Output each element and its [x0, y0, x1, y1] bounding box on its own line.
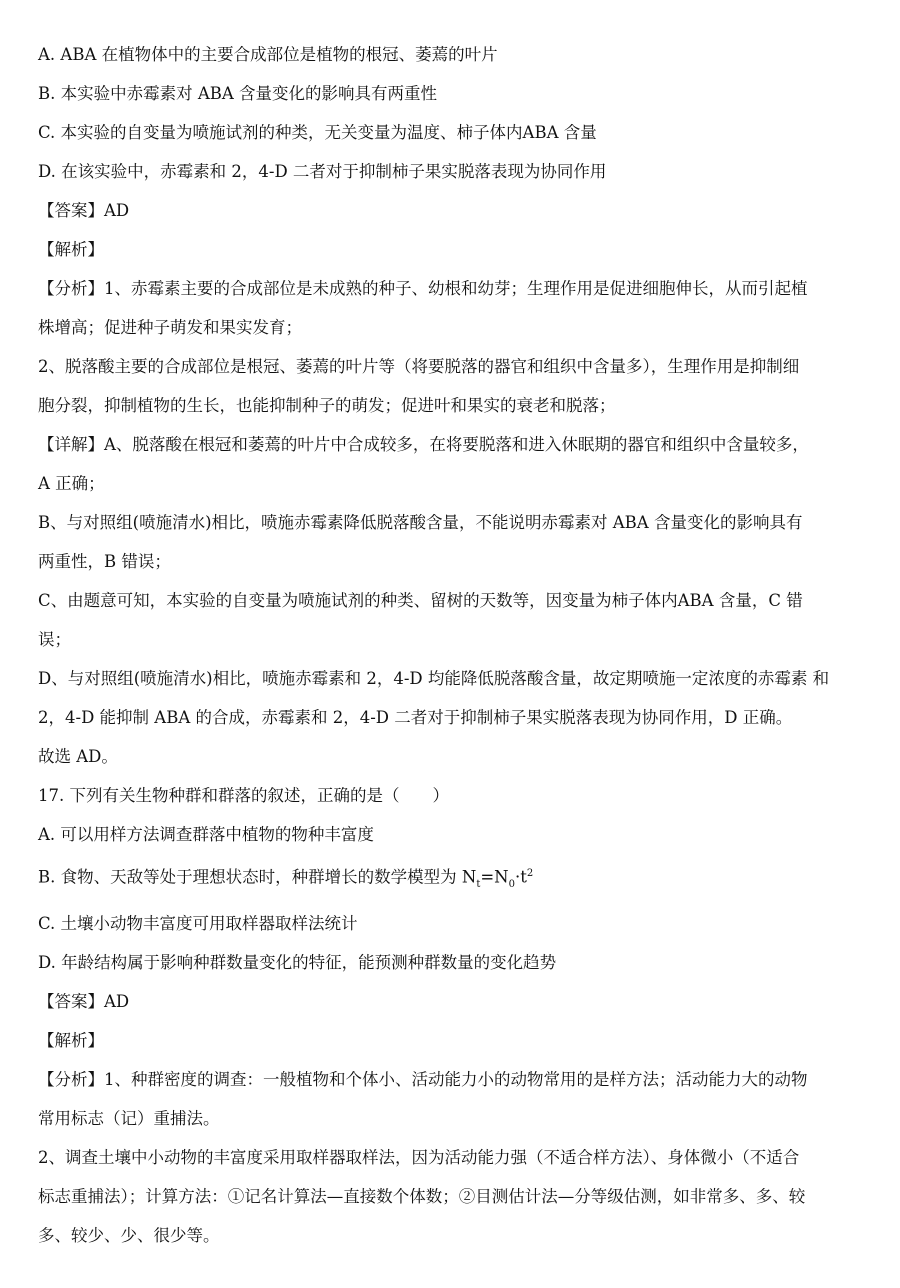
analysis2-text-2-end: 多、较少、少、很少等。 [38, 1225, 220, 1245]
subscript-0: 0 [508, 878, 515, 890]
option-d: D. 在该实验中，赤霉素和 2，4-D 二者对于抑制柿子果实脱落表现为协同作用 [38, 162, 607, 181]
detail-a: 【详解】A、脱落酸在根冠和萎蔫的叶片中合成较多，在将要脱落和进入休眠期的器官和组织中含量较多， [38, 435, 809, 454]
detail-c: C、由题意可知，本实验的自变量为喷施试剂的种类、留树的天数等，因变量为柿子体内ABA 含量，C 错 [38, 591, 803, 610]
conclusion: 故选 AD。 [38, 747, 118, 766]
q17-option-d: D. 年龄结构属于影响种群数量变化的特征，能预测种群数量的变化趋势 [38, 952, 557, 972]
analysis2-text-1: 【分析】1、种群密度的调查：一般植物和个体小、活动能力小的动物常用的是样方法；活动能力大的动物 [38, 1069, 808, 1089]
superscript-2: 2 [526, 868, 534, 879]
analysis-text-2: 2、脱落酸主要的合成部位是根冠、萎蔫的叶片等（将要脱落的器官和组织中含量多），生理作用是抑制细 [38, 357, 800, 376]
question-17: 17. 下列有关生物种群和群落的叙述，正确的是（ ） [38, 786, 449, 805]
detail-b-cont: 两重性，B 错误； [38, 552, 171, 571]
analysis-label-2: 【解析】 [38, 1030, 104, 1050]
subscript-t: t [476, 878, 481, 890]
document-page [38, 40, 870, 1250]
analysis2-text-1-cont: 常用标志（记）重捕法。 [38, 1108, 220, 1128]
q17-option-a: A. 可以用样方法调查群落中植物的物种丰富度 [38, 825, 374, 844]
detail-d-cont: 2，4-D 能抑制 ABA 的合成，赤霉素和 2，4-D 二者对于抑制柿子果实脱落表现为协同作用，D 正确。 [38, 708, 793, 727]
analysis2-text-2-cont: 标志重捕法）；计算方法：①记名计算法—直接数个体数；②目测估计法—分等级估测，如非常多、多、较 [38, 1186, 806, 1206]
detail-b: B、与对照组(喷施清水)相比，喷施赤霉素降低脱落酸含量，不能说明赤霉素对 ABA 含量变化的影响具有 [38, 513, 803, 532]
answer-label-2: 【答案】AD [38, 991, 130, 1011]
analysis-label: 【解析】 [38, 240, 104, 259]
analysis-text-1: 【分析】1、赤霉素主要的合成部位是未成熟的种子、幼根和幼芽；生理作用是促进细胞伸长，从而引起植 [38, 279, 808, 298]
option-b: B. 本实验中赤霉素对 ABA 含量变化的影响具有两重性 [38, 84, 438, 103]
option-c: C. 本实验的自变量为喷施试剂的种类，无关变量为温度、柿子体内ABA 含量 [38, 123, 597, 142]
analysis-text-1-cont: 株增高；促进种子萌发和果实发育； [38, 318, 302, 337]
q17-option-b-text: B. 食物、天敌等处于理想状态时，种群增长的数学模型为 N [38, 867, 477, 887]
analysis-text-2-cont: 胞分裂，抑制植物的生长，也能抑制种子的萌发；促进叶和果实的衰老和脱落； [38, 396, 616, 415]
option-a: A. ABA 在植物体中的主要合成部位是植物的根冠、萎蔫的叶片 [38, 45, 498, 64]
formula-eq: =N [480, 867, 509, 887]
q17-option-c: C. 土壤小动物丰富度可用取样器取样法统计 [38, 913, 358, 933]
detail-c-cont: 误； [38, 630, 71, 649]
answer-label: 【答案】AD [38, 201, 130, 220]
detail-a-cont: A 正确； [38, 474, 105, 493]
q17-option-b [38, 859, 870, 899]
formula-t: ·t [514, 867, 527, 887]
analysis2-text-2: 2、调查土壤中小动物的丰富度采用取样器取样法，因为活动能力强（不适合样方法）、身体微小（不适合 [38, 1147, 800, 1167]
detail-d: D、与对照组(喷施清水)相比，喷施赤霉素和 2，4-D 均能降低脱落酸含量，故定期喷施一定浓度的赤霉素 和 [38, 669, 830, 688]
